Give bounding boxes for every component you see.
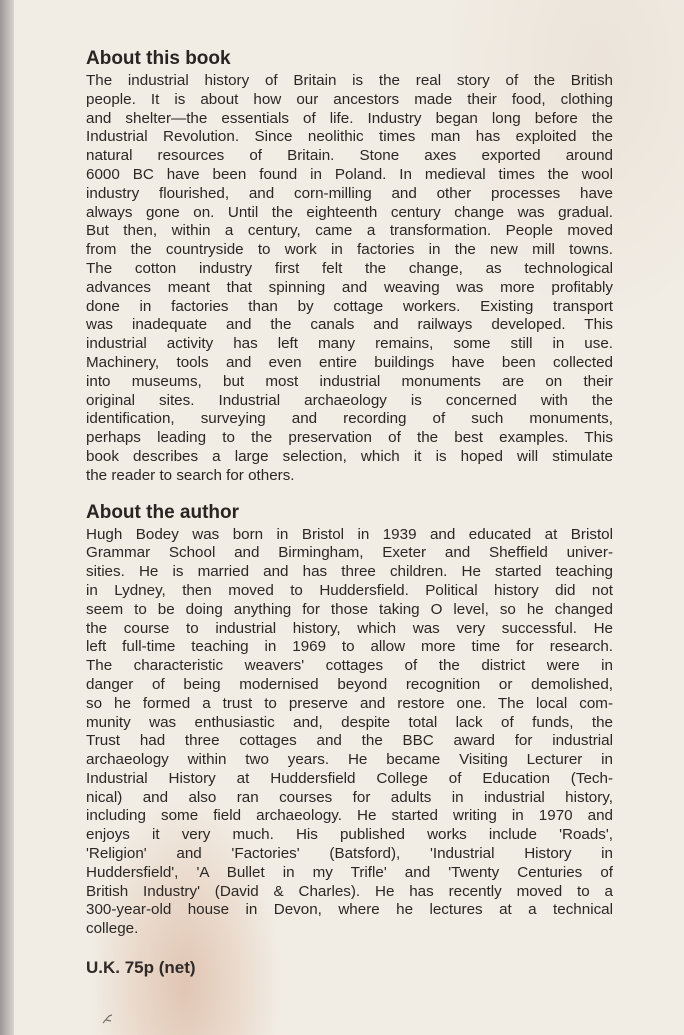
author-biography-line: college. <box>86 920 139 938</box>
book-description-line: Industrial Revolution. Since neolithic times man has exploited the <box>86 128 613 146</box>
book-description-line: industry flourished, and corn-milling and other processes have <box>86 184 613 202</box>
book-description-line: into museums, but most industrial monuments are on their <box>86 372 613 390</box>
author-biography-line: nical) and also ran courses for adults in industrial history, <box>86 788 613 806</box>
author-biography-line: Industrial History at Huddersfield College of Education (Tech- <box>86 769 613 787</box>
book-description-line: was inadequate and the canals and railways developed. This <box>86 316 613 334</box>
page-edge-shadow <box>0 0 14 1035</box>
book-description-line: 6000 BC have been found in Poland. In medieval times the wool <box>86 165 613 183</box>
author-biography-line: the course to industrial history, which was very successful. He <box>86 619 613 637</box>
book-description-line: original sites. Industrial archaeology is concerned with the <box>86 391 613 409</box>
price-label: U.K. 75p (net) <box>86 958 196 977</box>
book-description-line: industrial activity has left many remains, some still in use. <box>86 335 613 353</box>
author-biography-line: in Lydney, then moved to Huddersfield. Political history did not <box>86 581 613 599</box>
author-biography-line: danger of being modernised beyond recognition or demolished, <box>86 675 613 693</box>
author-biography-line: The characteristic weavers' cottages of the district were in <box>86 657 613 675</box>
book-description-line: But then, within a century, came a transformation. People moved <box>86 222 613 240</box>
author-section-heading: About the author <box>86 501 240 523</box>
book-description-line: natural resources of Britain. Stone axes exported around <box>86 147 613 165</box>
book-description-line: advances meant that spinning and weaving was more profitably <box>86 278 613 296</box>
author-biography-line: Trust had three cottages and the BBC award for industrial <box>86 732 613 750</box>
book-description-line: book describes a large selection, which it is hoped will stimulate <box>86 447 613 465</box>
book-description-line: Machinery, tools and even entire buildings have been collected <box>86 353 613 371</box>
book-description-line: always gone on. Until the eighteenth century change was gradual. <box>86 203 613 221</box>
author-biography-line: British Industry' (David & Charles). He has recently moved to a <box>86 882 613 900</box>
book-description-line: The industrial history of Britain is the real story of the British <box>86 72 613 89</box>
book-description-line: done in factories than by cottage workers. Existing transport <box>86 297 613 315</box>
author-biography-line: munity was enthusiastic and, despite total lack of funds, the <box>86 713 613 731</box>
author-biography <box>86 526 613 940</box>
author-biography-line: Grammar School and Birmingham, Exeter and Sheffield univer- <box>86 544 613 562</box>
book-description-line: and shelter—the essentials of life. Industry began long before the <box>86 109 613 127</box>
author-biography-line: enjoys it very much. His published works include 'Roads', <box>86 826 613 844</box>
author-biography-line: Hugh Bodey was born in Bristol in 1939 and educated at Bristol <box>86 525 613 543</box>
author-biography-line: 'Religion' and 'Factories' (Batsford), 'Industrial History in <box>86 845 613 863</box>
book-description-line: people. It is about how our ancestors made their food, clothing <box>86 90 613 108</box>
author-biography-line: Huddersfield', 'A Bullet in my Trifle' and 'Twenty Centuries of <box>86 863 613 881</box>
author-biography-line: seem to be doing anything for those taking O level, so he changed <box>86 600 613 618</box>
book-section-heading: About this book <box>86 48 231 69</box>
book-description-line: The cotton industry first felt the change, as technological <box>86 259 613 277</box>
book-description-line: the reader to search for others. <box>86 466 295 484</box>
author-biography-line: left full-time teaching in 1969 to allow more time for research. <box>86 638 613 656</box>
book-description <box>86 72 613 486</box>
author-biography-line: including some field archaeology. He started writing in 1970 and <box>86 807 613 825</box>
book-description-line: from the countryside to work in factories in the new mill towns. <box>86 241 613 259</box>
author-biography-line: so he formed a trust to preserve and restore one. The local com- <box>86 694 613 712</box>
author-biography-line: 300-year-old house in Devon, where he lectures at a technical <box>86 901 613 919</box>
author-biography-line: archaeology within two years. He became Visiting Lecturer in <box>86 751 613 769</box>
book-description-line: identification, surveying and recording of such monuments, <box>86 410 613 428</box>
pencil-mark-icon <box>100 1012 116 1026</box>
author-biography-line: sities. He is married and has three children. He started teaching <box>86 563 613 581</box>
book-description-line: perhaps leading to the preservation of the best examples. This <box>86 429 613 447</box>
blurb-column <box>86 46 613 939</box>
